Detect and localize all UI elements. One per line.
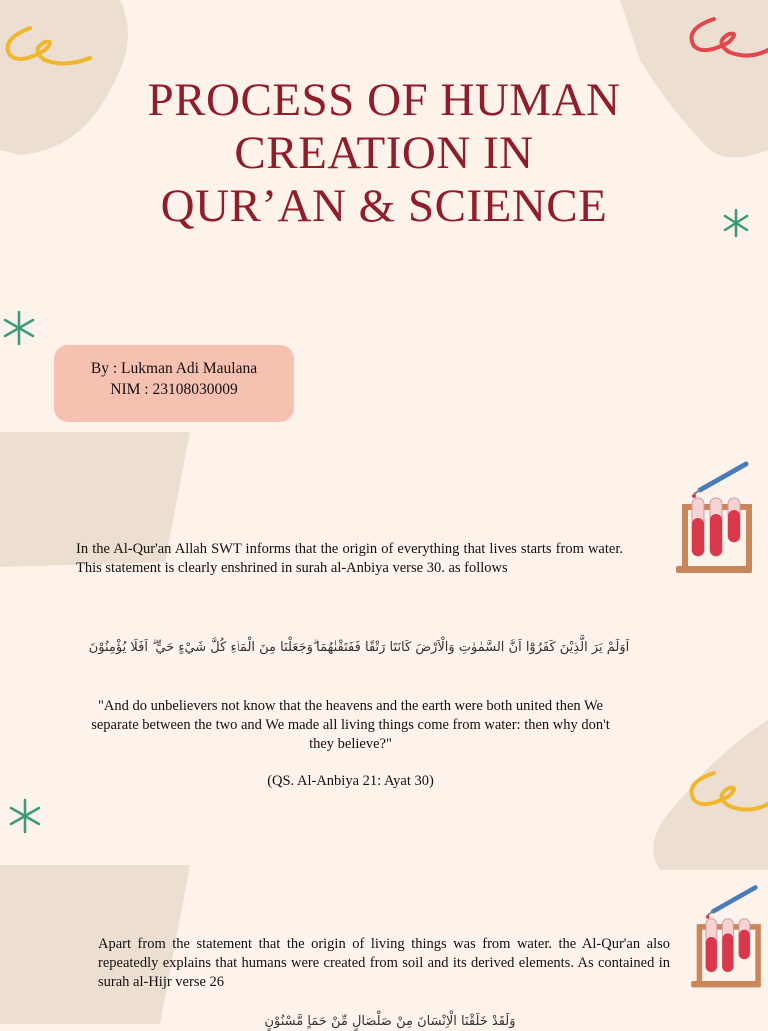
author-nim: NIM : 23108030009	[110, 381, 238, 398]
page-title	[84, 74, 684, 233]
test-tubes-icon	[672, 458, 756, 578]
squiggle-yellow-icon	[0, 20, 95, 75]
author-name: By : Lukman Adi Maulana	[90, 360, 258, 377]
verse-reference: (QS. Al-Anbiya 21: Ayat 30)	[267, 773, 434, 789]
title-line-2: CREATION IN	[234, 127, 534, 179]
sparkle-icon	[2, 310, 36, 346]
arabic-verse: اَوَلَمْ يَرَ الَّذِيْنَ كَفَرُوْٓا اَنَّ السَّمٰوٰتِ وَالْاَرْضَ كَانَتَا رَتْقًا فَفَتَقْنٰهُمَا ۗوَجَعَلْنَا مِنَ الْمَاۤءِ كُلَّ شَيْءٍ حَيٍّ ۗ اَفَلَا يُؤْمِنُوْنَ	[88, 640, 630, 655]
sparkle-icon	[8, 798, 42, 834]
test-tubes-icon	[684, 882, 768, 992]
title-line-3: QUR’AN & SCIENCE	[160, 180, 608, 232]
title-line-1: PROCESS OF HUMAN	[147, 74, 621, 126]
squiggle-yellow-icon	[684, 768, 768, 818]
squiggle-red-icon	[684, 14, 768, 64]
arabic-verse-2: وَلَقَدْ خَلَقْنَا الْاِنْسَانَ مِنْ صَلْصَالٍ مِّنْ حَمَاٍ مَّسْنُوْنٍ	[264, 1014, 516, 1029]
verse-translation: "And do unbelievers not know that the heavens and the earth were both united then We separate between the two and We made all living things come from water: then why don't they believe?"	[91, 698, 610, 752]
sparkle-icon	[722, 208, 750, 238]
intro-paragraph: In the Al-Qur'an Allah SWT informs that the origin of everything that lives starts from water. This statement is clearly enshrined in surah al-Anbiya verse 30. as follows	[76, 541, 623, 576]
author-card	[54, 345, 294, 422]
second-paragraph: Apart from the statement that the origin of living things was from water. the Al-Qur'an also repeatedly explains that humans were created from soil and its derived elements. As contained in surah al-Hijr verse 26	[98, 936, 670, 990]
